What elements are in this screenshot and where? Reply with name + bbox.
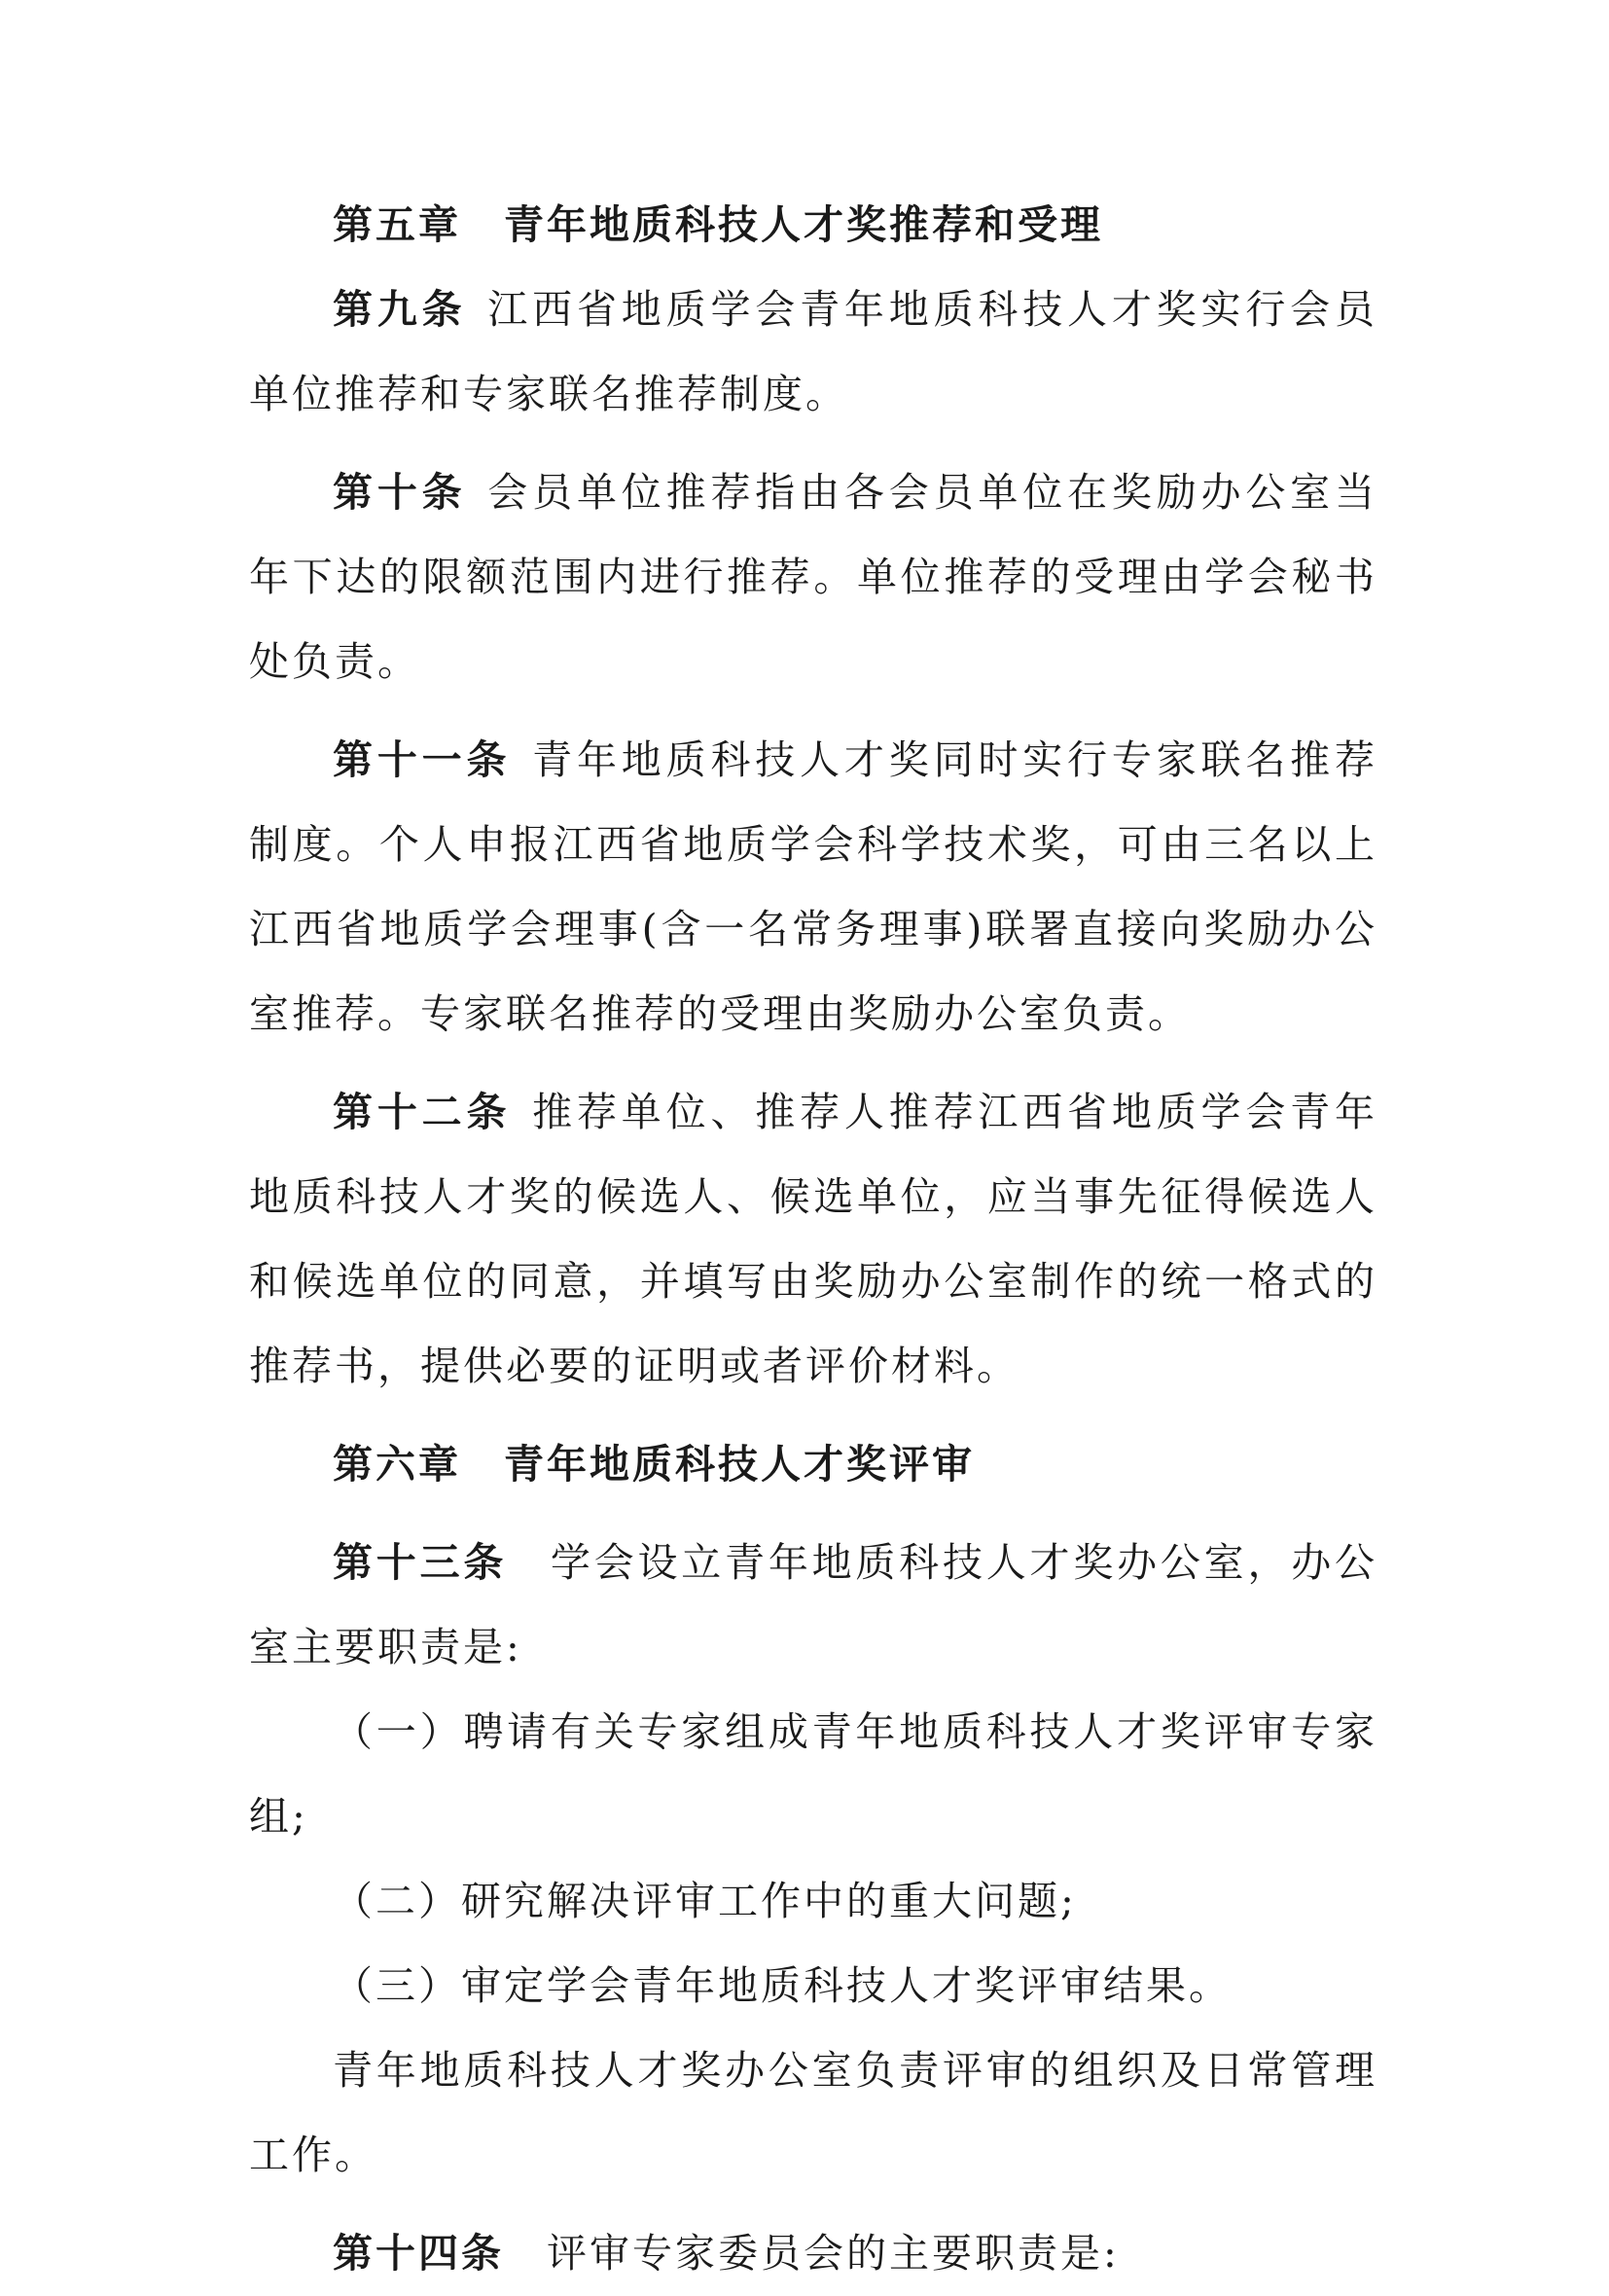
article-12-label: 第十二条 bbox=[333, 1089, 512, 1135]
article-13-item-1: （一）聘请有关专家组成青年地质科技人才奖评审专家组; bbox=[249, 1708, 1377, 1840]
article-13 bbox=[249, 1521, 1377, 1690]
article-14-label: 第十四条 bbox=[333, 2230, 504, 2277]
article-11-text: 青年地质科技人才奖同时实行专家联名推荐制度。个人申报江西省地质学会科学技术奖，可由三名以上江西省地质学会理事(含一名常务理事)联署直接向奖励办公室推荐。专家联名推荐的受理由奖励办公室负责。 bbox=[249, 736, 1378, 1037]
chapter-5-label: 第五章 bbox=[333, 201, 461, 248]
article-14 bbox=[249, 2211, 1377, 2296]
article-12 bbox=[249, 1070, 1377, 1409]
article-10-label: 第十条 bbox=[333, 469, 467, 516]
article-12-text: 推荐单位、推荐人推荐江西省地质学会青年地质科技人才奖的候选人、候选单位，应当事先征得候选人和候选单位的同意，并填写由奖励办公室制作的统一格式的推荐书，提供必要的证明或者评价材料。 bbox=[249, 1089, 1378, 1389]
article-10 bbox=[249, 450, 1377, 704]
article-11 bbox=[249, 718, 1377, 1057]
article-13-item-3: （三）审定学会青年地质科技人才奖评审结果。 bbox=[333, 1962, 1232, 2009]
chapter-6-title: 青年地质科技人才奖评审 bbox=[504, 1441, 975, 1488]
article-13-item-2: （二）研究解决评审工作中的重大问题; bbox=[333, 1878, 1077, 1924]
article-11-label: 第十一条 bbox=[333, 736, 512, 783]
article-13-label: 第十三条 bbox=[333, 1539, 508, 1586]
article-9-label: 第九条 bbox=[333, 286, 467, 333]
chapter-5-heading bbox=[249, 183, 1377, 268]
chapter-6-label: 第六章 bbox=[333, 1441, 461, 1488]
chapter-5-title: 青年地质科技人才奖推荐和受理 bbox=[504, 201, 1103, 248]
article-10-text: 会员单位推荐指由各会员单位在奖励办公室当年下达的限额范围内进行推荐。单位推荐的受理由学会秘书处负责。 bbox=[249, 469, 1378, 685]
article-13-text: 学会设立青年地质科技人才奖办公室，办公室主要职责是: bbox=[249, 1539, 1378, 1670]
chapter-6-heading bbox=[249, 1422, 1377, 1507]
document-body bbox=[249, 183, 1377, 2296]
article-9-text: 江西省地质学会青年地质科技人才奖实行会员单位推荐和专家联名推荐制度。 bbox=[249, 286, 1378, 417]
article-14-text: 评审专家委员会的主要职责是: bbox=[547, 2230, 1120, 2277]
article-9 bbox=[249, 268, 1377, 437]
article-13-closing: 青年地质科技人才奖办公室负责评审的组织及日常管理工作。 bbox=[249, 2047, 1377, 2178]
